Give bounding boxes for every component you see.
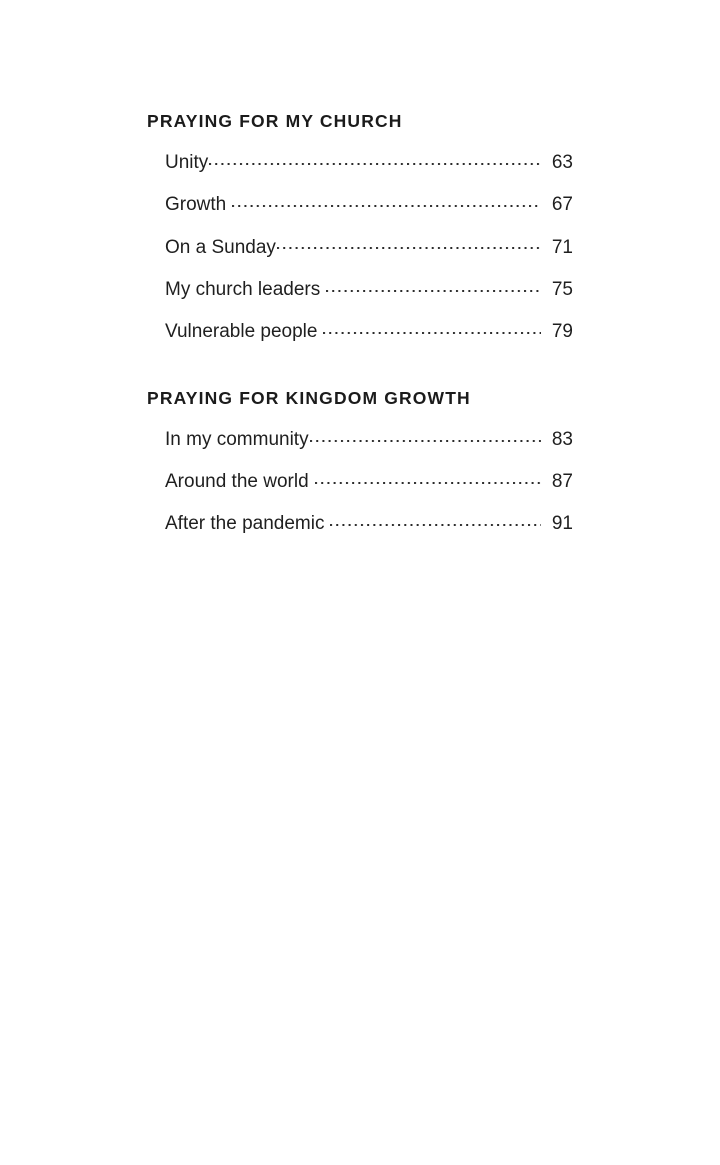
toc-entry[interactable] xyxy=(147,458,573,500)
toc-entry[interactable] xyxy=(147,416,573,458)
dot-leader xyxy=(326,276,541,295)
toc-entry[interactable] xyxy=(147,182,573,224)
toc-entry-title: Unity xyxy=(165,152,209,174)
toc-entry-list xyxy=(147,416,573,543)
toc-section-heading: PRAYING FOR KINGDOM GROWTH xyxy=(147,387,471,408)
toc-entry-page-number: 67 xyxy=(551,194,573,216)
dot-leader xyxy=(209,149,541,168)
dot-leader xyxy=(232,191,541,210)
table-of-contents xyxy=(147,110,573,543)
dot-leader xyxy=(277,234,541,253)
dot-leader xyxy=(315,468,541,487)
toc-entry[interactable] xyxy=(147,140,573,182)
toc-entry[interactable] xyxy=(147,501,573,543)
toc-entry-title: After the pandemic xyxy=(165,513,325,535)
toc-entry[interactable] xyxy=(147,266,573,308)
toc-entry[interactable] xyxy=(147,224,573,266)
toc-entry-page-number: 63 xyxy=(551,152,573,174)
toc-entry[interactable] xyxy=(147,308,573,350)
toc-entry-title: My church leaders xyxy=(165,278,321,300)
toc-entry-title: On a Sunday xyxy=(165,236,276,258)
toc-entry-page-number: 71 xyxy=(551,236,573,258)
dot-leader xyxy=(330,510,541,529)
toc-entry-title: Growth xyxy=(165,194,227,216)
toc-entry-title: Around the world xyxy=(165,470,309,492)
toc-section xyxy=(147,110,573,351)
toc-entry-page-number: 91 xyxy=(551,513,573,535)
toc-entry-page-number: 87 xyxy=(551,470,573,492)
toc-section-heading: PRAYING FOR MY CHURCH xyxy=(147,111,403,131)
toc-entry-title: Vulnerable people xyxy=(165,320,318,342)
dot-leader xyxy=(323,318,541,337)
toc-entry-page-number: 79 xyxy=(551,320,573,342)
toc-entry-list xyxy=(147,140,573,351)
toc-entry-page-number: 75 xyxy=(551,278,573,300)
dot-leader xyxy=(310,426,541,445)
toc-entry-page-number: 83 xyxy=(551,428,573,450)
toc-entry-title: In my community xyxy=(165,428,309,450)
toc-section xyxy=(147,387,573,543)
